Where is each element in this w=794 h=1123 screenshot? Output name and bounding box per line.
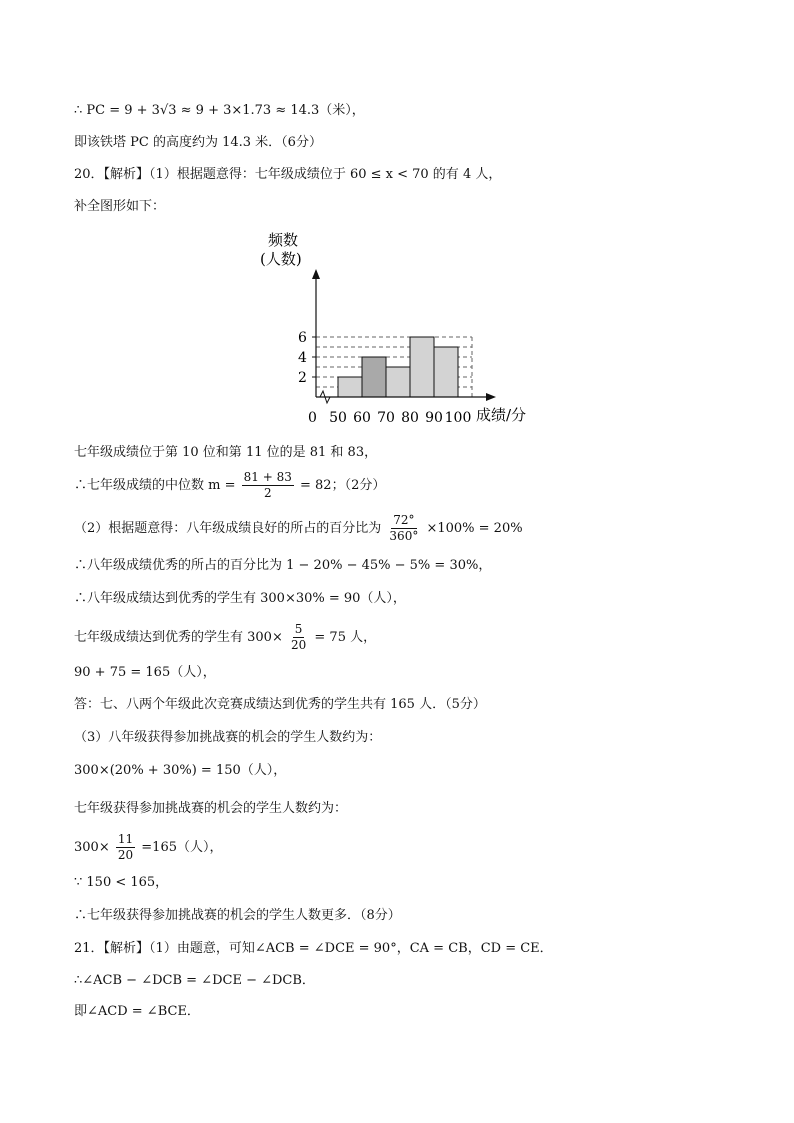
line-median: [74, 470, 385, 501]
line-q21-result: 即∠ACD = ∠BCE．: [74, 1004, 200, 1019]
g7-frac-den: 20: [290, 638, 307, 652]
median-fraction: [242, 470, 294, 501]
x-axis-label: 成绩/分: [476, 406, 527, 424]
x-tick-label: 70: [377, 410, 395, 426]
median-text-post: = 82；（2分）: [300, 478, 386, 493]
g7-text-pre: 七年级成绩达到优秀的学生有 300×: [74, 630, 283, 645]
g7-frac-num: 5: [294, 622, 303, 636]
y-axis-label-2: (人数): [260, 250, 302, 268]
g7-text-post: = 75 人，: [314, 630, 377, 645]
line-complete-graph: 补全图形如下：: [74, 199, 166, 214]
line-grade7-challenge: [74, 832, 223, 863]
g7c-text-post: =165（人），: [141, 840, 223, 855]
bar-50-60: [338, 377, 362, 397]
line-q21-step: ∴∠ACB − ∠DCB = ∠DCE − ∠DCB．: [74, 973, 315, 988]
g7c-fraction: [116, 832, 135, 863]
g7c-text-pre: 300×: [74, 840, 110, 855]
line-part3: （3）八年级获得参加挑战赛的机会的学生人数约为：: [74, 730, 382, 745]
bar-60-70: [362, 357, 386, 397]
bar-90-100: [434, 347, 458, 397]
line-excellent-percent: ∴八年级成绩优秀的所占的百分比为 1 − 20% − 45% − 5% = 30%，: [74, 558, 492, 573]
bar-80-90: [410, 337, 434, 397]
x-tick-label: 60: [353, 410, 371, 426]
histogram-chart: [250, 225, 550, 430]
x-tick-label: 50: [329, 410, 347, 426]
g7c-frac-num: 11: [117, 832, 134, 846]
g7-fraction: [289, 622, 308, 653]
g7c-frac-den: 20: [117, 848, 134, 862]
line-grade7-excellent: [74, 622, 376, 653]
y-axis-arrow: [312, 269, 320, 279]
bar-70-80: [386, 367, 410, 397]
line-compare: ∵ 150 < 165，: [74, 875, 169, 890]
line-total: 90 + 75 = 165（人），: [74, 665, 216, 680]
y-tick-label: 4: [298, 350, 307, 366]
line-grade7-challenge-title: 七年级获得参加挑战赛的机会的学生人数约为：: [74, 801, 348, 816]
median-frac-num: 81 + 83: [243, 470, 292, 484]
y-axis-label-1: 频数: [268, 231, 299, 249]
line-grade8-excellent: ∴八年级成绩达到优秀的学生有 300×30% = 90（人），: [74, 591, 406, 606]
y-tick-label: 6: [298, 330, 307, 346]
bars: [338, 337, 458, 397]
line-answer: 答：七、八两个年级此次竞赛成绩达到优秀的学生共有 165 人．（5分）: [74, 697, 486, 712]
good-text-pre: （2）根据题意得：八年级成绩良好的所占的百分比为: [74, 521, 382, 536]
line-q20-part1: 20．【解析】（1）根据题意得：七年级成绩位于 60 ≤ x < 70 的有 4 人，: [74, 167, 502, 182]
median-text-pre: ∴七年级成绩的中位数 m =: [74, 478, 236, 493]
line-median-position: 七年级成绩位于第 10 位和第 11 位的是 81 和 83，: [74, 445, 378, 460]
origin-label: 0: [308, 410, 317, 426]
x-tick-label: 100: [444, 410, 472, 426]
x-tick-label: 90: [425, 410, 443, 426]
line-pc-value: ∴ PC = 9 + 3√3 ≈ 9 + 3×1.73 ≈ 14.3（米），: [74, 103, 365, 118]
x-axis-arrow: [486, 393, 496, 401]
good-fraction: [387, 513, 420, 544]
line-q21-part1: 21．【解析】（1）由题意，可知∠ACB = ∠DCE = 90°，CA = CB，CD = CE．: [74, 941, 553, 956]
line-good-percent: [74, 513, 523, 544]
median-frac-den: 2: [263, 486, 272, 500]
good-text-post: ×100% = 20%: [426, 521, 523, 536]
x-tick-label: 80: [401, 410, 419, 426]
line-grade8-challenge: 300×(20% + 30%) = 150（人），: [74, 763, 287, 778]
line-conclusion: ∴七年级获得参加挑战赛的机会的学生人数更多．（8分）: [74, 908, 401, 923]
good-frac-num: 72°: [393, 513, 415, 527]
good-frac-den: 360°: [389, 529, 419, 543]
y-tick-label: 2: [298, 370, 307, 386]
line-pc-height: 即该铁塔 PC 的高度约为 14.3 米．（6分）: [74, 135, 322, 150]
